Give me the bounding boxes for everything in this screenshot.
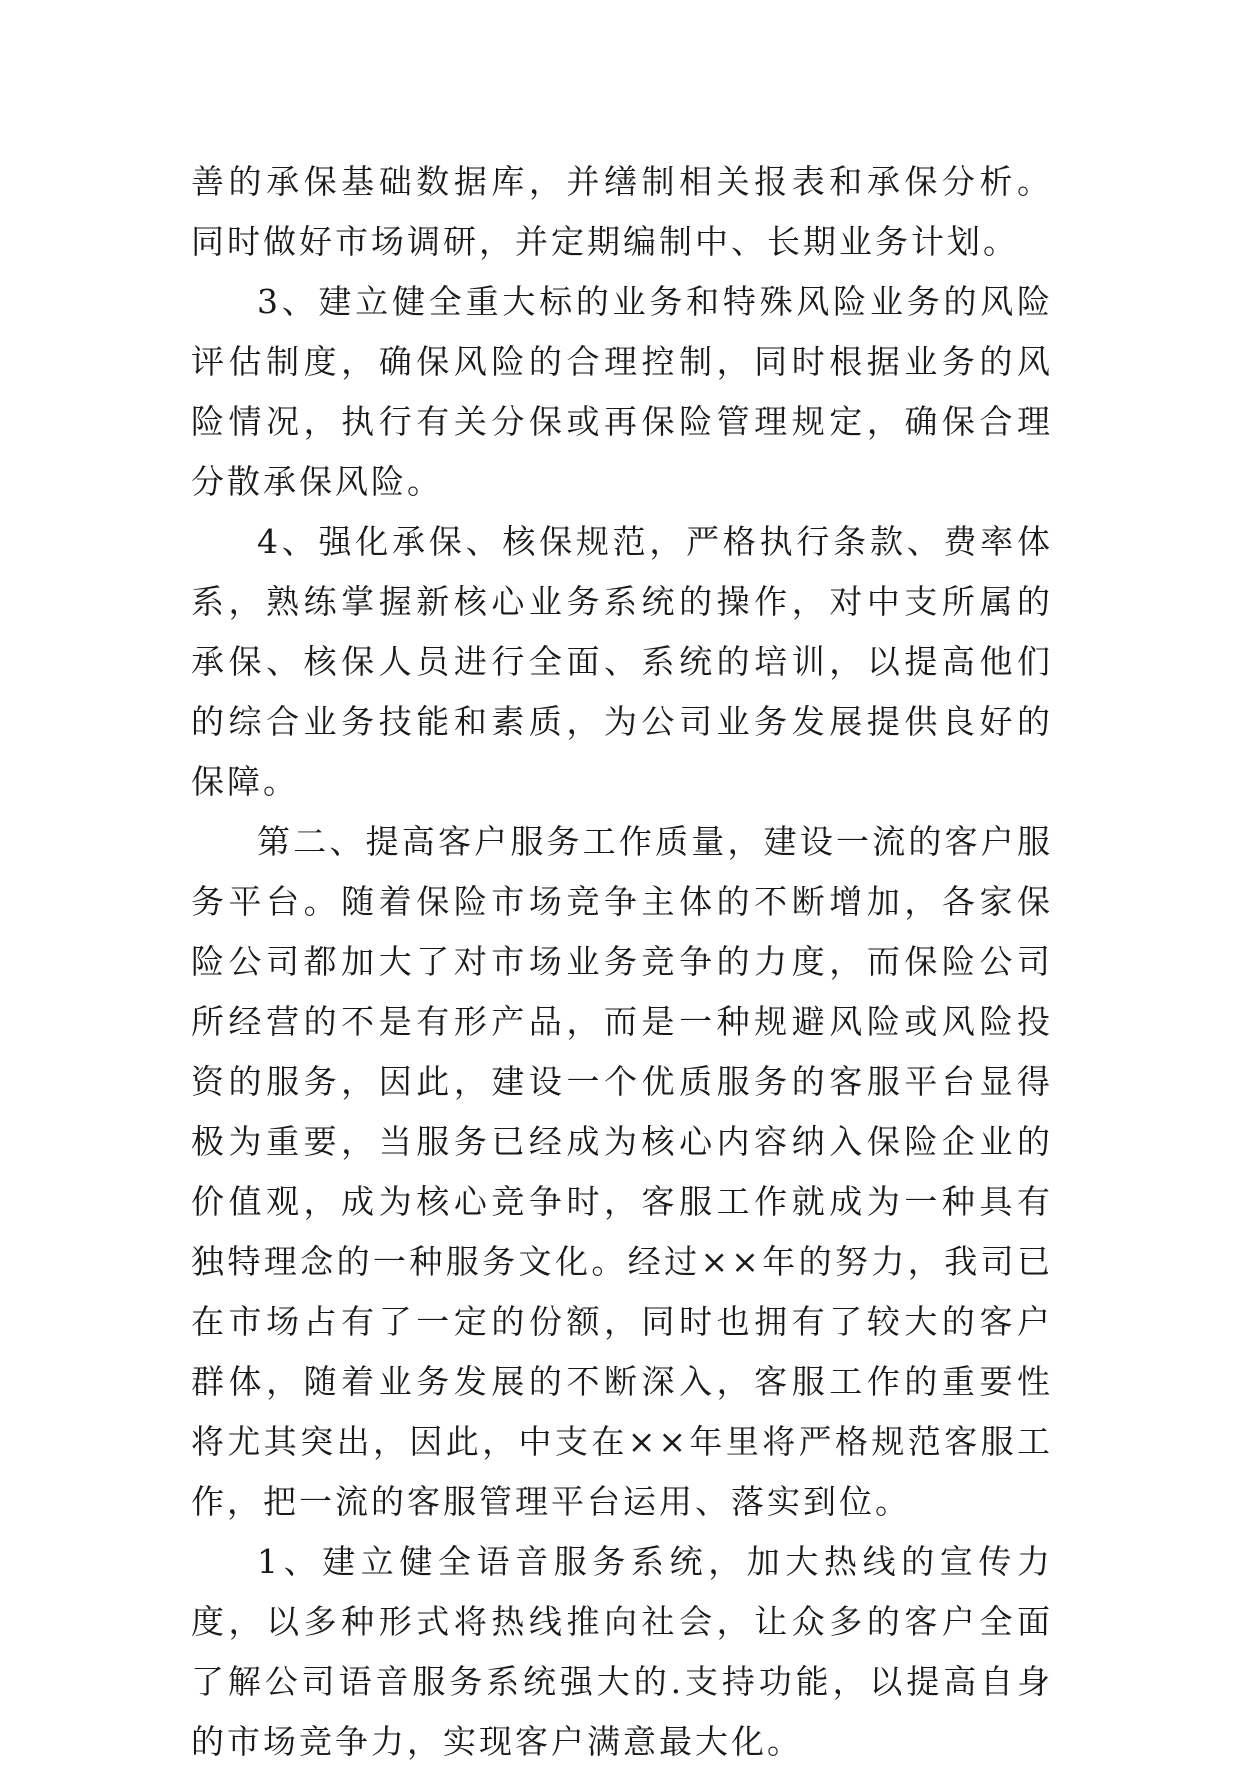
- paragraph-item-4: 4、强化承保、核保规范，严格执行条款、费率体系，熟练掌握新核心业务系统的操作，对中支所属的承保、核保人员进行全面、系统的培训，以提高他们的综合业务技能和素质，为公司业务发展提供良好的保障。: [191, 522, 1053, 801]
- paragraph-item-1: 1、建立健全语音服务系统，加大热线的宣传力度，以多种形式将热线推向社会，让众多的客户全面了解公司语音服务系统强大的.支持功能，以提高自身的市场竞争力，实现客户满意最大化。: [191, 1542, 1053, 1761]
- paragraph-continuation: 善的承保基础数据库，并缮制相关报表和承保分析。同时做好市场调研，并定期编制中、长期业务计划。: [191, 162, 1053, 261]
- paragraph-item-3: 3、建立健全重大标的业务和特殊风险业务的风险评估制度，确保风险的合理控制，同时根据业务的风险情况，执行有关分保或再保险管理规定，确保合理分散承保风险。: [191, 282, 1053, 501]
- document-body: [191, 152, 1053, 1772]
- paragraph-section-two: 第二、提高客户服务工作质量，建设一流的客户服务平台。随着保险市场竞争主体的不断增加，各家保险公司都加大了对市场业务竞争的力度，而保险公司所经营的不是有形产品，而是一种规避风险或风险投资的服务，因此，建设一个优质服务的客服平台显得极为重要，当服务已经成为核心内容纳入保险企业的价值观，成为核心竞争时，客服工作就成为一种具有独特理念的一种服务文化。经过××年的努力，我司已在市场占有了一定的份额，同时也拥有了较大的客户群体，随着业务发展的不断深入，客服工作的重要性将尤其突出，因此，中支在××年里将严格规范客服工作，把一流的客服管理平台运用、落实到位。: [191, 822, 1053, 1521]
